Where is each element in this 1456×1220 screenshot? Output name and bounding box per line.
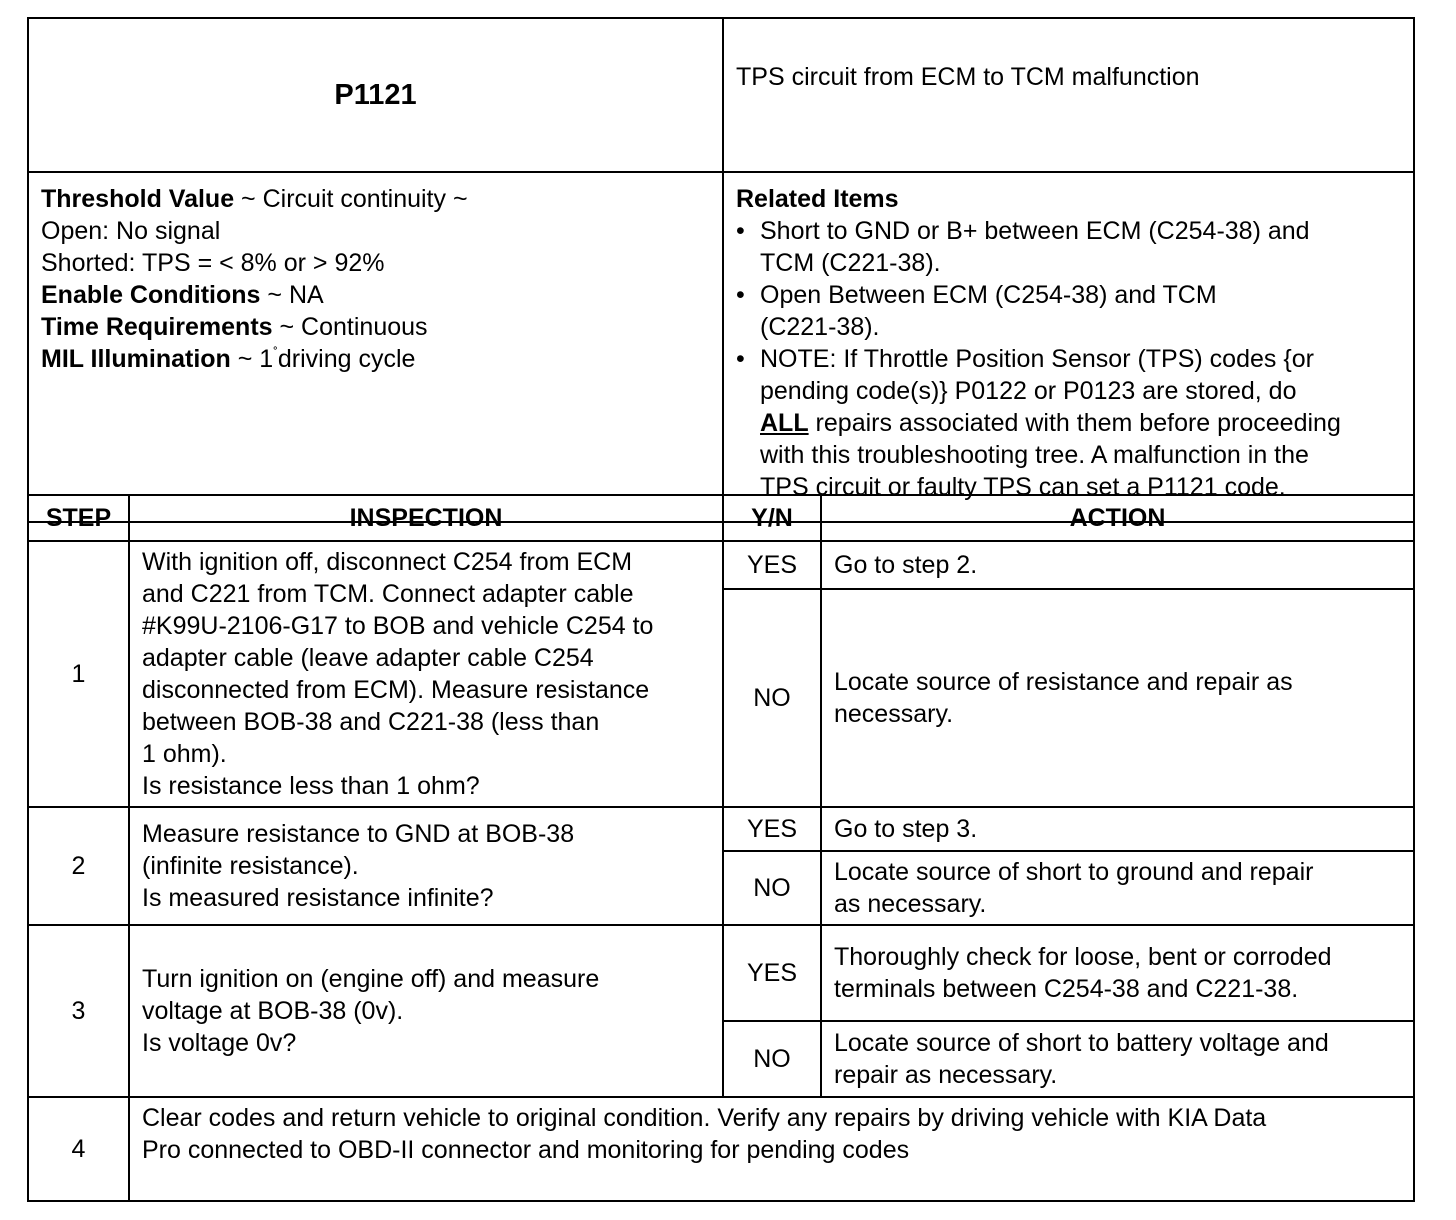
step-3-yes-row xyxy=(28,925,1414,1021)
header-yn: Y/N xyxy=(723,495,821,541)
step-number: 3 xyxy=(28,925,129,1097)
step-number: 4 xyxy=(28,1097,129,1201)
step-inspection xyxy=(129,925,723,1097)
related-item-line: NOTE: If Throttle Position Sensor (TPS) codes {or xyxy=(760,345,1314,373)
inspection-line: Is measured resistance infinite? xyxy=(142,884,494,912)
related-item xyxy=(736,279,1401,343)
action-line: necessary. xyxy=(834,700,954,729)
step-inspection xyxy=(129,541,723,807)
dtc-description: TPS circuit from ECM to TCM malfunction xyxy=(723,18,1414,172)
time-value: ~ Continuous xyxy=(272,313,428,341)
no-action xyxy=(821,851,1414,925)
header-action: ACTION xyxy=(821,495,1414,541)
inspection-line: Turn ignition on (engine off) and measure xyxy=(142,965,600,993)
mil-label: MIL Illumination xyxy=(41,345,231,373)
related-item-line: Open Between ECM (C254-38) and TCM xyxy=(760,281,1217,309)
troubleshooting-steps-table xyxy=(27,494,1415,1202)
no-label: NO xyxy=(723,1021,821,1097)
no-action xyxy=(821,589,1414,807)
inspection-line: between BOB-38 and C221-38 (less than xyxy=(142,708,600,736)
step-inspection xyxy=(129,807,723,925)
emphasis-all: ALL xyxy=(760,409,809,437)
final-instruction xyxy=(129,1097,1414,1201)
no-label: NO xyxy=(723,589,821,807)
final-line: Clear codes and return vehicle to original condition. Verify any repairs by driving vehicle with KIA Data xyxy=(142,1104,1267,1132)
inspection-line: Measure resistance to GND at BOB-38 xyxy=(142,820,575,848)
related-item-line: (C221-38). xyxy=(760,313,880,341)
related-item xyxy=(736,215,1401,279)
enable-label: Enable Conditions xyxy=(41,281,261,309)
inspection-line: 1 ohm). xyxy=(142,740,227,768)
enable-value: ~ NA xyxy=(260,281,324,309)
dtc-code: P1121 xyxy=(28,18,723,172)
detection-conditions xyxy=(28,172,723,522)
related-items-title: Related Items xyxy=(736,185,899,213)
threshold-label: Threshold Value xyxy=(41,185,235,213)
bullet-icon: • xyxy=(736,217,745,245)
dtc-summary-table xyxy=(27,17,1415,523)
header-inspection: INSPECTION xyxy=(129,495,723,541)
yes-action: Go to step 2. xyxy=(821,541,1414,589)
related-item-line xyxy=(760,407,1401,439)
action-line: Locate source of short to ground and repair xyxy=(834,858,1314,886)
yes-action xyxy=(821,925,1414,1021)
inspection-line: and C221 from TCM. Connect adapter cable xyxy=(142,580,634,608)
threshold-line xyxy=(41,183,710,215)
step-1-yes-row xyxy=(28,541,1414,589)
bullet-icon: • xyxy=(736,345,745,373)
step-4-row xyxy=(28,1097,1414,1201)
steps-header-row xyxy=(28,495,1414,541)
inspection-line: #K99U-2106-G17 to BOB and vehicle C254 to xyxy=(142,612,654,640)
threshold-value: ~ Circuit continuity ~ xyxy=(234,185,468,213)
related-item-line: TCM (C221-38). xyxy=(760,249,941,277)
related-items-list xyxy=(736,215,1401,503)
shorted-line: Shorted: TPS = < 8% or > 92% xyxy=(41,249,385,277)
mil-line xyxy=(41,343,710,375)
related-item-line: with this troubleshooting tree. A malfunction in the xyxy=(760,441,1309,469)
related-item-line: pending code(s)} P0122 or P0123 are stored, do xyxy=(760,377,1297,405)
inspection-line: disconnected from ECM). Measure resistance xyxy=(142,676,650,704)
mil-value: ~ 1 xyxy=(230,345,274,373)
dtc-title-row xyxy=(28,18,1414,172)
no-label: NO xyxy=(723,851,821,925)
time-label: Time Requirements xyxy=(41,313,273,341)
final-line: Pro connected to OBD-II connector and monitoring for pending codes xyxy=(142,1136,910,1164)
open-line: Open: No signal xyxy=(41,217,221,245)
step-2-yes-row xyxy=(28,807,1414,851)
related-item-line: Short to GND or B+ between ECM (C254-38) and xyxy=(760,217,1310,245)
related-item-line: TPS circuit or faulty TPS can set a P1121 code. xyxy=(760,473,1286,501)
inspection-line: Is voltage 0v? xyxy=(142,1029,297,1057)
related-item xyxy=(736,343,1401,503)
related-items xyxy=(723,172,1414,522)
related-item-line-rest: repairs associated with them before proceeding xyxy=(808,409,1341,437)
yes-label: YES xyxy=(723,541,821,589)
yes-label: YES xyxy=(723,925,821,1021)
inspection-line: adapter cable (leave adapter cable C254 xyxy=(142,644,594,672)
inspection-line: voltage at BOB-38 (0v). xyxy=(142,997,404,1025)
yes-label: YES xyxy=(723,807,821,851)
action-line: as necessary. xyxy=(834,890,987,918)
step-number: 1 xyxy=(28,541,129,807)
action-line: terminals between C254-38 and C221-38. xyxy=(834,975,1299,1003)
bullet-icon: • xyxy=(736,281,745,309)
mil-rest: driving cycle xyxy=(277,345,416,373)
inspection-line: With ignition off, disconnect C254 from ECM xyxy=(142,548,633,576)
mil-superscript: ˚ xyxy=(273,344,278,361)
no-action xyxy=(821,1021,1414,1097)
inspection-line: (infinite resistance). xyxy=(142,852,359,880)
action-line: Thoroughly check for loose, bent or corroded xyxy=(834,943,1332,971)
yes-action: Go to step 3. xyxy=(821,807,1414,851)
dtc-detail-row xyxy=(28,172,1414,522)
action-line: repair as necessary. xyxy=(834,1061,1058,1089)
header-step: STEP xyxy=(28,495,129,541)
step-number: 2 xyxy=(28,807,129,925)
time-line xyxy=(41,311,710,343)
action-line: Locate source of resistance and repair as xyxy=(834,668,1293,697)
enable-line xyxy=(41,279,710,311)
inspection-line: Is resistance less than 1 ohm? xyxy=(142,772,480,800)
action-line: Locate source of short to battery voltage and xyxy=(834,1029,1329,1057)
